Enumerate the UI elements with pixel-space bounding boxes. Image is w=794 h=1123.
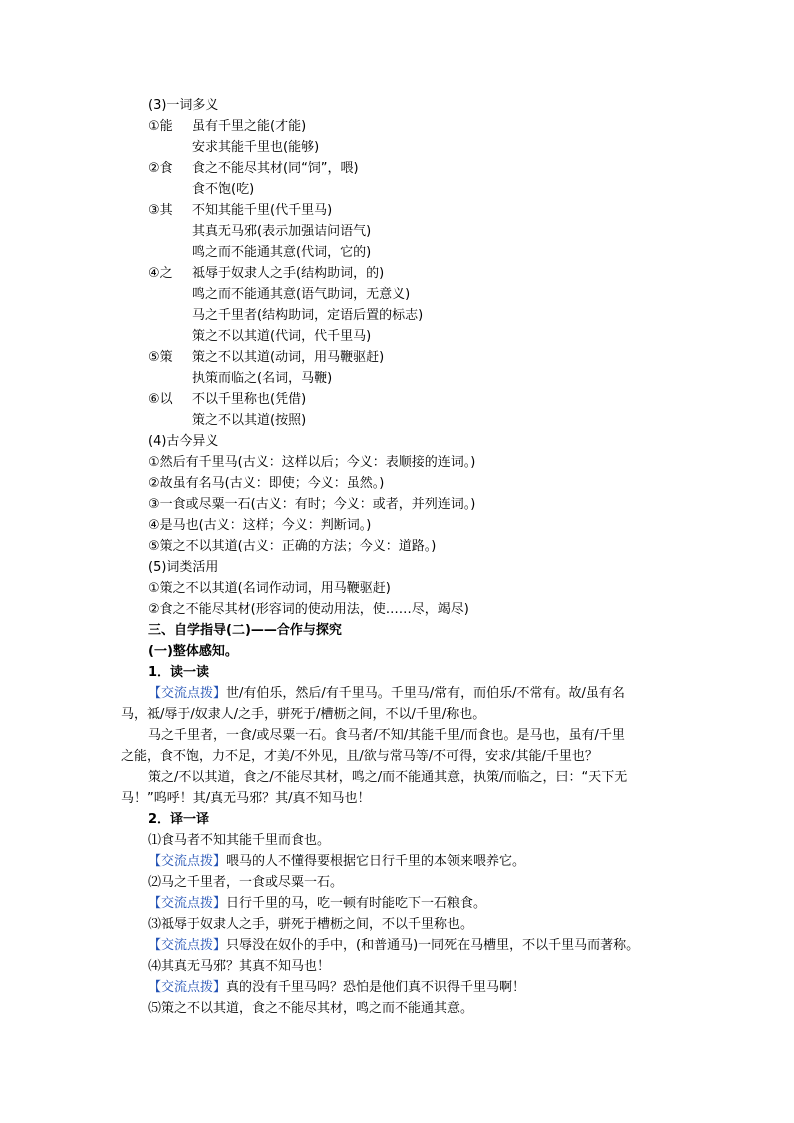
polysemy-row — [148, 390, 306, 410]
translate-title: 2．译一译 — [148, 812, 210, 827]
ancient-modern-item: ⑤策之不以其道(古义：正确的方法；今义：道路。) — [148, 539, 437, 554]
exchange-label: 【交流点拨】 — [148, 686, 227, 701]
polysemy-def: 鸣之而不能通其意(语气助词，无意义) — [192, 287, 411, 302]
read-para-line: 策之/不以其道，食之/不能尽其材，鸣之/而不能通其意，执策/而临之，曰：“天下无 — [148, 770, 628, 785]
polysemy-def: 执策而临之(名词，马鞭) — [192, 371, 333, 386]
polysemy-def: 食之不能尽其材(同“饲”，喂) — [192, 161, 359, 176]
polysemy-def: 虽有千里之能(才能) — [192, 119, 307, 134]
translate-answer — [148, 978, 525, 998]
exchange-label: 【交流点拨】 — [148, 896, 227, 911]
polysemy-row — [148, 159, 359, 179]
translate-question: ⑴食马者不知其能千里而食也。 — [148, 833, 331, 848]
translate-answer — [148, 894, 486, 914]
translate-question: ⑸策之不以其道，食之不能尽其材，鸣之而不能通其意。 — [148, 1001, 474, 1016]
polysemy-def: 其真无马邪(表示加强诘问语气) — [192, 224, 372, 239]
polysemy-key: ③其 — [148, 203, 173, 218]
polysemy-row — [148, 348, 384, 368]
translate-answer — [148, 852, 525, 872]
exchange-label: 【交流点拨】 — [148, 980, 227, 995]
ancient-modern-item: ②故虽有名马(古义：即使；今义：虽然。) — [148, 476, 385, 491]
translate-answer-text: 真的没有千里马吗？恐怕是他们真不识得千里马啊！ — [226, 980, 526, 995]
part-subtitle: (一)整体感知。 — [148, 644, 238, 659]
polysemy-key: ①能 — [148, 119, 173, 134]
ancient-modern-item: ③一食或尽粟一石(古义：有时；今义：或者，并列连词。) — [148, 497, 476, 512]
polysemy-def: 不以千里称也(凭借) — [192, 392, 307, 407]
exchange-label: 【交流点拨】 — [148, 938, 227, 953]
polysemy-key: ⑥以 — [148, 392, 173, 407]
translate-question: ⑶祗辱于奴隶人之手，骈死于槽枥之间，不以千里称也。 — [148, 917, 474, 932]
polysemy-def: 不知其能千里(代千里马) — [192, 203, 333, 218]
translate-question: ⑷其真无马邪？其真不知马也！ — [148, 959, 331, 974]
polysemy-def: 鸣之而不能通其意(代词，它的) — [192, 245, 372, 260]
translate-answer-text: 喂马的人不懂得要根据它日行千里的本领来喂养它。 — [226, 854, 526, 869]
read-para-line: 马之千里者，一食/或尽粟一石。食马者/不知/其能千里/而食也。是马也，虽有/千里 — [148, 728, 625, 743]
translate-answer-text: 日行千里的马，吃一顿有时能吃下一石粮食。 — [226, 896, 487, 911]
section-heading-polysemy: (3)一词多义 — [148, 98, 219, 113]
ancient-modern-item: ④是马也(古义：这样；今义：判断词。) — [148, 518, 372, 533]
read-para-line: 马，祗/辱于/奴隶人/之手，骈死于/槽枥之间，不以/千里/称也。 — [121, 707, 486, 722]
read-para-line: 之能，食不饱，力不足，才美/不外见，且/欲与常马等/不可得，安求/其能/千里也？ — [121, 749, 598, 764]
section-heading-word-class: (5)词类活用 — [148, 560, 219, 575]
read-para-line — [148, 684, 625, 704]
translate-answer — [148, 936, 639, 956]
polysemy-def: 策之不以其道(动词，用马鞭驱赶) — [192, 350, 385, 365]
part-title: 三、自学指导(二)——合作与探究 — [148, 623, 342, 638]
read-para-line: 马！”呜呼！其/真无马邪？其/真不知马也！ — [121, 791, 371, 806]
polysemy-def: 策之不以其道(按照) — [192, 413, 307, 428]
polysemy-def: 马之千里者(结构助词，定语后置的标志) — [192, 308, 424, 323]
polysemy-def: 食不饱(吃) — [192, 182, 255, 197]
translate-question: ⑵马之千里者，一食或尽粟一石。 — [148, 875, 344, 890]
translate-answer-text: 只辱没在奴仆的手中，(和普通马)一同死在马槽里，不以千里马而著称。 — [226, 938, 640, 953]
polysemy-row — [148, 264, 384, 284]
section-heading-ancient-modern: (4)古今异义 — [148, 434, 219, 449]
polysemy-def: 策之不以其道(代词，代千里马) — [192, 329, 372, 344]
polysemy-def: 祗辱于奴隶人之手(结构助词，的) — [192, 266, 385, 281]
polysemy-def: 安求其能千里也(能够) — [192, 140, 320, 155]
read-text: 世/有伯乐，然后/有千里马。千里马/常有，而伯乐/不常有。故/虽有名 — [226, 686, 625, 701]
polysemy-key: ④之 — [148, 266, 173, 281]
word-class-item: ①策之不以其道(名词作动词，用马鞭驱赶) — [148, 581, 391, 596]
polysemy-row — [148, 201, 332, 221]
polysemy-key: ⑤策 — [148, 350, 173, 365]
polysemy-row — [148, 117, 306, 137]
exchange-label: 【交流点拨】 — [148, 854, 227, 869]
ancient-modern-item: ①然后有千里马(古义：这样以后；今义：表顺接的连词。) — [148, 455, 476, 470]
read-title: 1．读一读 — [148, 665, 210, 680]
word-class-item: ②食之不能尽其材(形容词的使动用法，使……尽，竭尽) — [148, 602, 469, 617]
polysemy-key: ②食 — [148, 161, 173, 176]
